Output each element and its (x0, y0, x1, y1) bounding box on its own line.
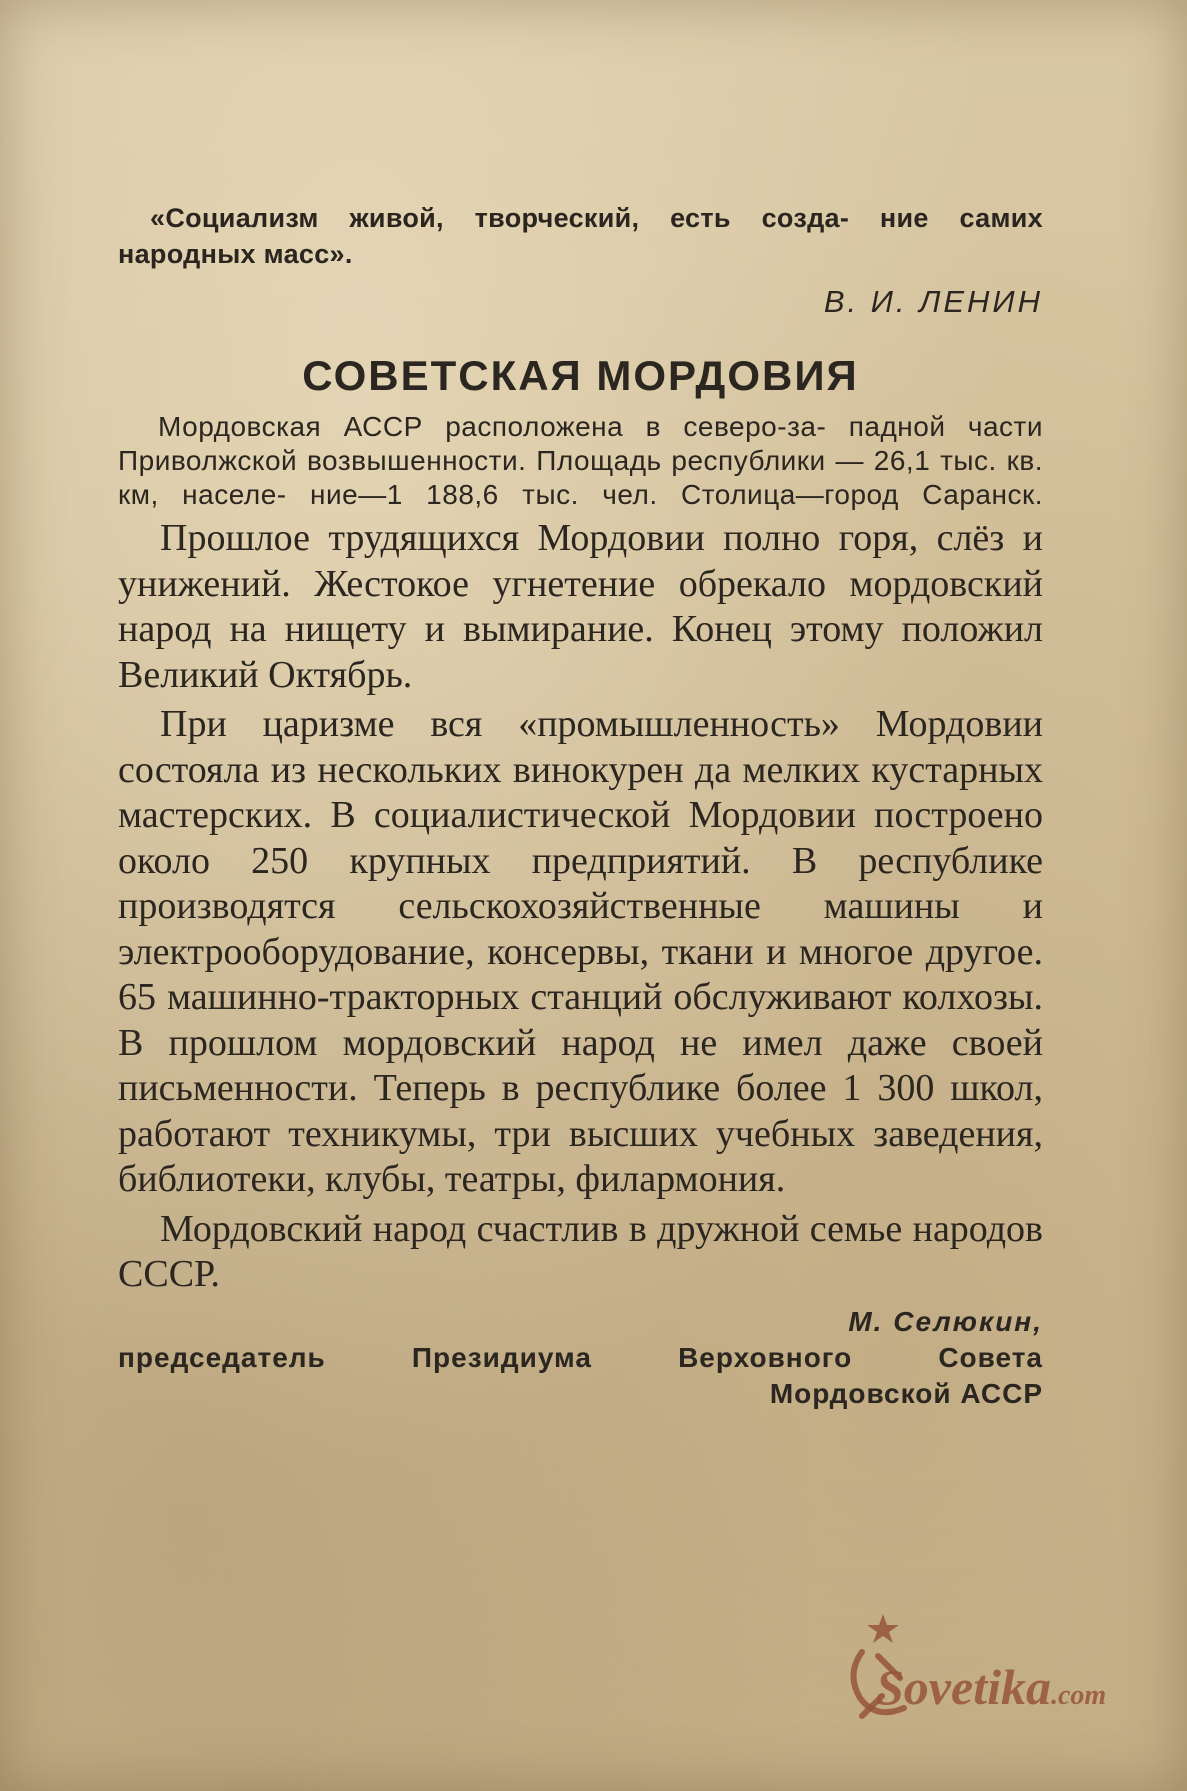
watermark-text: Sovetika.com (876, 1659, 1107, 1715)
intro-paragraph (118, 410, 1043, 512)
epigraph-quote (118, 200, 1043, 272)
paragraph-2: При царизме вся «промышленность» Мордовии состояла из нескольких винокурен да мелких кустарных мастерских. В социалистической Мордовии построено около 250 крупных предприятий. В республике производятся сельскохозяйственные машины и электрооборудование, консервы, ткани и многое другое. 65 машинно-тракторных станций обслуживают колхозы. В прошлом мордовский народ не имел даже своей письменности. Теперь в республике более 1 300 школ, работают техникумы, три высших учебных заведения, библиотеки, клубы, театры, филармония. (118, 703, 1043, 1200)
document-content (118, 200, 1043, 1412)
page-title: СОВЕТСКАЯ МОРДОВИЯ (302, 352, 859, 399)
signature-block (118, 1304, 1043, 1412)
epigraph-author: В. И. ЛЕНИН (823, 284, 1043, 319)
signature-role: председатель Президиума Верховного Совета (118, 1341, 1043, 1373)
paragraph-3: Мордовский народ счастлив в дружной семье народов СССР. (118, 1207, 1043, 1295)
signature-name: М. Селюкин, (848, 1305, 1043, 1337)
signature-organization: Мордовской АССР (769, 1377, 1043, 1409)
epigraph-line-2: ние самих народных масс». (118, 203, 1043, 269)
watermark-logo (838, 1632, 1178, 1742)
paragraph-1: Прошлое трудящихся Мордовии полно горя, слёз и унижений. Жестокое угнетение обрекало мордовский народ на нищету и вымирание. Конец этому положил Великий Октябрь. (118, 517, 1043, 696)
intro-line-1: Мордовская АССР расположена в северо-за- (158, 411, 827, 442)
intro-line-3: Площадь республики — 26,1 тыс. кв. км, населе- (118, 445, 1043, 510)
intro-line-4: ние—1 188,6 тыс. чел. Столица—город Саранск. (310, 479, 1043, 510)
body-text (118, 516, 1043, 1298)
epigraph-line-1: «Социализм живой, творческий, есть созда- (150, 203, 850, 233)
intro-line-2: падной части Приволжской возвышенности. (118, 411, 1043, 476)
